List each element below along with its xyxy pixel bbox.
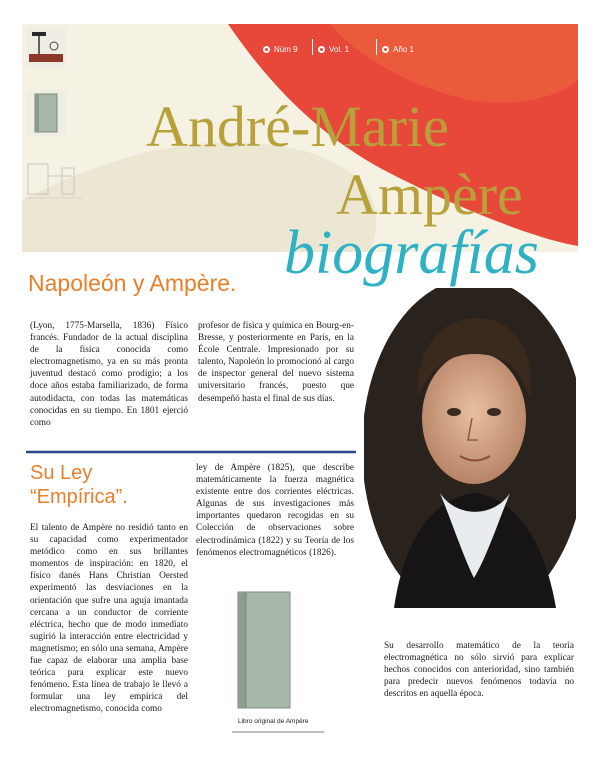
book-caption: Libro original de Ampère bbox=[238, 718, 309, 725]
section2-column1: El talento de Ampère no residió tanto en su capacidad como experimentador metódico como en sus brillantes momentos de inspiración: en 1820, el físico danés Hans Christian Oersted experimentó las desviaciones en la orientación que sufre una aguja imantada cercana a un conductor de corriente eléctrica, hecho que de modo inmediato sugirió la interacción entre electricidad y magnetismo; en sólo una semana, Ampère fue capaz de elaborar una amplia base teórica para explicar este nuevo fenómeno. Esta línea de trabajo le llevó a formular una ley empírica del electromagnetismo, conocida como bbox=[30, 523, 188, 715]
issue-volume bbox=[318, 45, 349, 54]
section-heading-ley-line1: Su Ley bbox=[30, 462, 93, 484]
bullet-icon bbox=[318, 46, 325, 53]
section1-column1: (Lyon, 1775-Marsella, 1836) Físico francés. Fundador de la actual disciplina de la física conocida como electromagnetismo, ya en su más pronta juventud destacó como prodigio; a los doce años estaba familiarizado, de forma autodidacta, con todas las matemáticas conocidas en su tiempo. En 1801 ejerció como bbox=[30, 321, 188, 428]
section2-column3: Su desarrollo matemático de la teoría electromagnética no sólo sirvió para explicar hechos conocidos con anterioridad, sino también para predecir nuevos fenómenos todavía no descritos en aquella época. bbox=[384, 641, 574, 700]
issue-number bbox=[263, 45, 298, 54]
thumbnail-book[interactable] bbox=[26, 90, 66, 136]
instrument-drawing-icon bbox=[26, 26, 66, 68]
bullet-icon bbox=[263, 46, 270, 53]
thumbnail-instrument[interactable] bbox=[26, 26, 66, 68]
issue-year-text: Año 1 bbox=[393, 45, 414, 54]
issue-year bbox=[382, 45, 414, 54]
ampere-portrait bbox=[364, 288, 576, 608]
sketch-drawing-icon bbox=[26, 158, 84, 206]
section1-column2: profesor de física y química en Bourg-en-Bresse, y posteriormente en París, en la École Centrale. Impresionado por su talento, Napoleón lo promocionó al cargo de inspector general del nuevo sistema universitario francés, puesto que desempeñó hasta el final de sus días. bbox=[198, 321, 354, 404]
issue-number-text: Núm 9 bbox=[274, 45, 298, 54]
separator-bar bbox=[312, 39, 313, 55]
book-image bbox=[232, 590, 296, 712]
series-title: biografías bbox=[284, 219, 539, 287]
book-icon bbox=[26, 90, 66, 136]
thumbnail-sketch[interactable] bbox=[26, 158, 84, 206]
title-first-name: André-Marie bbox=[146, 94, 449, 159]
bullet-icon bbox=[382, 46, 389, 53]
title-last-name: Ampère bbox=[336, 162, 523, 227]
separator-bar bbox=[376, 39, 377, 55]
section-heading-napoleon: Napoleón y Ampère. bbox=[28, 270, 237, 296]
issue-volume-text: Vol. 1 bbox=[329, 45, 350, 54]
section2-column2: ley de Ampère (1825), que describe matemáticamente la fuerza magnética existente entre dos corrientes eléctricas. Algunas de sus investigaciones más importantes quedaron recogidas en su Colección de observaciones sobre electrodinámica (1822) y su Teoría de los fenómenos electromagnéticos (1826). bbox=[196, 463, 354, 558]
section-heading-ley-line2: “Empírica”. bbox=[30, 486, 128, 508]
